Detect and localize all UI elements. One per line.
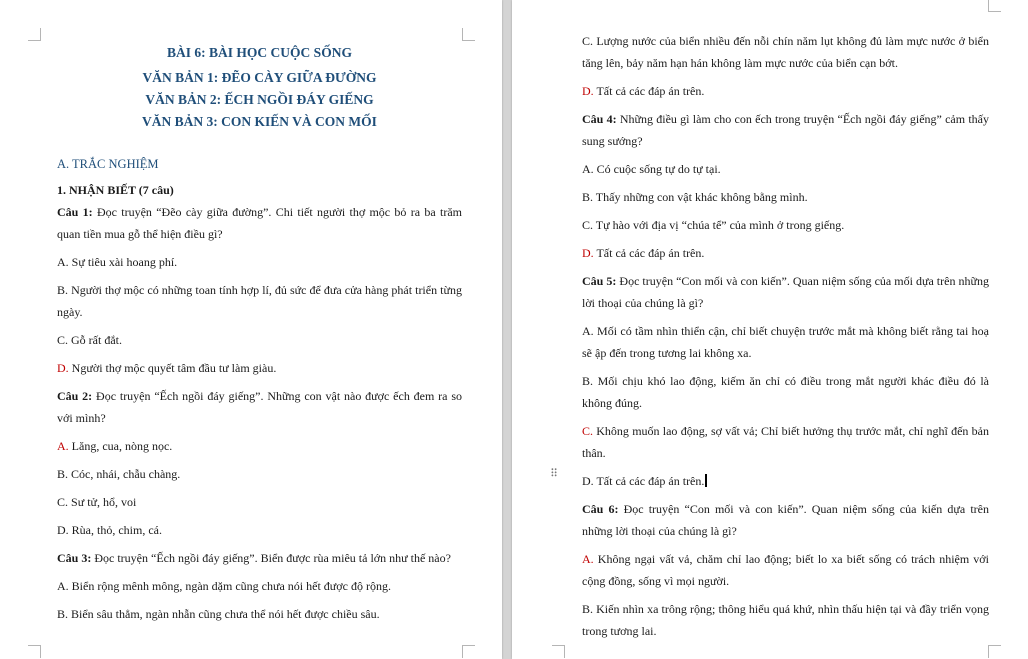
crop-mark [462, 28, 475, 41]
document-page-right[interactable] [512, 0, 1028, 659]
answer-option: D. Rùa, thỏ, chim, cá. [57, 523, 162, 537]
page-gap [502, 0, 512, 659]
drag-handle-icon[interactable]: ⠿ [550, 468, 560, 480]
answer-option: B. Biển sâu thẳm, ngàn nhẫn cũng chưa thể nói hết được chiều sâu. [57, 607, 380, 621]
level-heading: 1. NHẬN BIẾT (7 câu) [57, 183, 174, 197]
question-6: Câu 6: Đọc truyện “Con mối và con kiến”. Quan niệm sống của kiến dựa trên những lời thoại của chúng là gì? [582, 502, 989, 538]
text-title-1: VĂN BẢN 1: ĐẼO CÀY GIỮA ĐƯỜNG [142, 70, 377, 85]
crop-mark [28, 645, 41, 658]
crop-mark [28, 28, 41, 41]
crop-mark [988, 645, 1001, 658]
answer-option: B. Kiến nhìn xa trông rộng; thông hiểu quá khứ, nhìn thấu hiện tại và đầy triển vọng trong tương lai. [582, 602, 989, 638]
answer-option: C. Sư tử, hổ, voi [57, 495, 137, 509]
text-cursor [705, 474, 707, 487]
text-title-3: VĂN BẢN 3: CON KIẾN VÀ CON MỐI [142, 114, 377, 129]
question-1: Câu 1: Đọc truyện “Đẽo cày giữa đường”. Chi tiết người thợ mộc bỏ ra ba trăm quan tiền mua gỗ thể hiện điều gì? [57, 205, 462, 241]
answer-option-correct: A. Lăng, cua, nòng nọc. [57, 439, 173, 453]
answer-option: C. Lượng nước của biển nhiều đến nỗi chín năm lụt không đủ làm mực nước ở biển tăng lên, bảy năm hạn hán không làm mực nước của biển cạn bớt. [582, 34, 989, 70]
answer-option-correct: A. Không ngại vất vả, chăm chỉ lao động; biết lo xa biết sống có trách nhiệm với cộng đồng, sống vì mọi người. [582, 552, 989, 588]
section-heading: A. TRẮC NGHIỆM [57, 157, 159, 171]
question-4: Câu 4: Những điều gì làm cho con ếch trong truyện “Ếch ngồi đáy giếng” cảm thấy sung sướng? [582, 112, 989, 148]
question-2: Câu 2: Đọc truyện “Ếch ngồi đáy giếng”. Những con vật nào được ếch đem ra so với mình? [57, 389, 462, 425]
crop-mark [462, 645, 475, 658]
answer-option-correct: D. Tất cả các đáp án trên. [582, 84, 705, 98]
page-body[interactable] [57, 42, 462, 631]
question-5: Câu 5: Đọc truyện “Con mối và con kiến”. Quan niệm sống của mối dựa trên những lời thoại của chúng là gì? [582, 274, 989, 310]
lesson-title: BÀI 6: BÀI HỌC CUỘC SỐNG [167, 45, 352, 60]
answer-option: B. Người thợ mộc có những toan tính hợp lí, đủ sức để đưa cửa hàng phát triển từng ngày. [57, 283, 462, 319]
crop-mark [552, 645, 565, 658]
answer-option: A. Biển rộng mênh mông, ngàn dặm cũng chưa nói hết được độ rộng. [57, 579, 391, 593]
answer-option: B. Mối chịu khó lao động, kiếm ăn chỉ có điều trong mắt người khác điều đó là không đúng. [582, 374, 989, 410]
answer-option: D. Tất cả các đáp án trên. [582, 470, 989, 492]
text-title-2: VĂN BẢN 2: ẾCH NGỒI ĐÁY GIẾNG [145, 92, 374, 107]
answer-option: C. Tự hào với địa vị “chúa tể” của mình ở trong giếng. [582, 218, 845, 232]
answer-option-correct: D. Tất cả các đáp án trên. [582, 246, 705, 260]
answer-option-correct: C. Không muốn lao động, sợ vất vả; Chỉ biết hưởng thụ trước mắt, chỉ nghĩ đến bản thân. [582, 424, 989, 460]
crop-mark [988, 0, 1001, 12]
answer-option: A. Có cuộc sống tự do tự tại. [582, 162, 721, 176]
question-3: Câu 3: Đọc truyện “Ếch ngồi đáy giếng”. Biển được rùa miêu tả lớn như thế nào? [57, 551, 451, 565]
page-body[interactable] [582, 30, 989, 648]
answer-option-correct: D. Người thợ mộc quyết tâm đầu tư làm giàu. [57, 361, 277, 375]
answer-option: B. Cóc, nhái, chẫu chàng. [57, 467, 181, 481]
answer-option: A. Sự tiêu xài hoang phí. [57, 255, 178, 269]
answer-option: A. Mối có tầm nhìn thiển cận, chỉ biết chuyện trước mắt mà không biết rằng tai hoạ sẽ ập đến trong tương lai không xa. [582, 324, 989, 360]
answer-option: B. Thấy những con vật khác không bằng mình. [582, 190, 808, 204]
answer-option: C. Gỗ rất đắt. [57, 333, 122, 347]
document-page-left[interactable] [0, 0, 502, 659]
